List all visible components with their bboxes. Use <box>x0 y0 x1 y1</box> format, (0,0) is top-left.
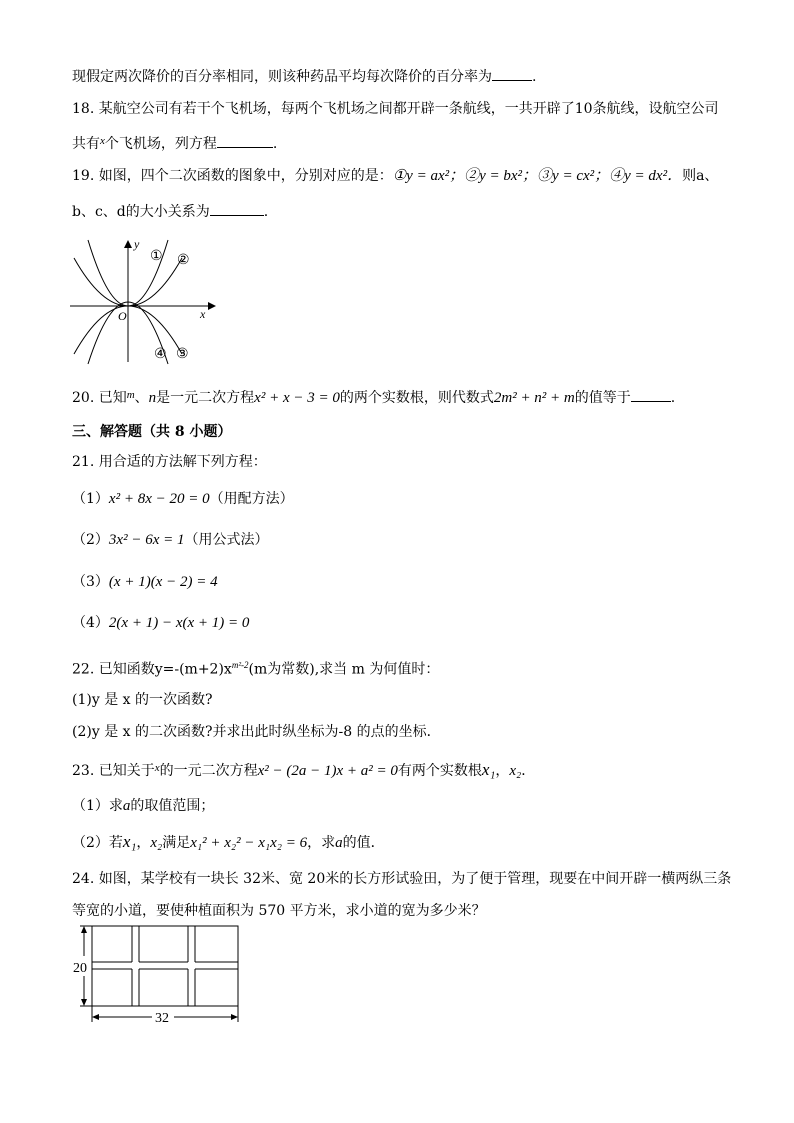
q24-line2: 等宽的小道，要使种植面积为 570 平方米，求小道的宽为多少米？ <box>72 903 486 919</box>
q19-line2: b、c、d的大小关系为 . <box>72 201 268 222</box>
q22-title: 22. 已知函数$y=-(m+2)x^{m^2-2}(m$为常数),求当 m 为何值时： <box>72 660 440 678</box>
q18-line1: 18. 某航空公司有若干个飞机场，每两个飞机场之间都开辟一条航线，一共开辟了10条航线，设航空公司 <box>72 101 719 117</box>
answer-blank <box>631 387 671 402</box>
origin-label: O <box>118 309 127 323</box>
q23-part-1: （1）求a的取值范围； <box>72 798 215 814</box>
q18-line2: 共有$^x$个飞机场，列方程 . <box>72 135 278 152</box>
q17-tail-line: 现假定两次降价的百分率相同，则该种药品平均每次降价的百分率为 . <box>72 66 536 87</box>
curve-label-4: ④ <box>154 347 167 362</box>
q21-item-1: （1）x² + 8x − 20 = 0（用配方法） <box>72 491 294 507</box>
dim-height-label: 20 <box>73 961 87 976</box>
q20-line: 20. 已知$^m$、n是一元二次方程x² + x − 3 = 0的两个实数根，则代数式2m² + n² + m的值等于 . <box>72 389 676 406</box>
q19-line1: 19. 如图，四个二次函数的图象中，分别对应的是：①y = ax²；②y = bx²；③y = cx²；④y = dx²．则a、 <box>72 168 719 184</box>
q21-item-3: （3）(x + 1)(x − 2) = 4 <box>72 574 218 590</box>
answer-blank <box>492 66 532 81</box>
curve-label-1: ① <box>150 249 163 264</box>
field-outline <box>92 926 238 1006</box>
q22-part-2: (2)y 是 x 的二次函数?并求出此时纵坐标为-8 的点的坐标． <box>72 724 441 740</box>
q21-item-4: （4）2(x + 1) − x(x + 1) = 0 <box>72 615 250 631</box>
x-axis-label: x <box>200 307 206 321</box>
curve-label-2: ② <box>177 253 190 268</box>
dim-width-label: 32 <box>155 1011 169 1026</box>
q24-line1: 24. 如图，某学校有一块长 32米、宽 20米的长方形试验田，为了便于管理，现要在中间开辟一横两纵三条 <box>72 871 732 887</box>
q21-title: 21. 用合适的方法解下列方程： <box>72 454 267 470</box>
x-axis-arrow <box>208 302 216 310</box>
curve-label-3: ③ <box>176 347 189 362</box>
q17-tail-text: 现假定两次降价的百分率相同，则该种药品平均每次降价的百分率为 <box>72 69 492 85</box>
q23-part-2: （2）若x₁，x₂满足x₁² + x₂² − x₁x₂ = 6，求a的值． <box>72 832 385 851</box>
q23-title: 23. 已知关于$^x$的一元二次方程x² − (2a − 1)x + a² = 0有两个实数根x₁，x₂． <box>72 760 536 779</box>
y-axis-arrow <box>124 240 132 248</box>
q24-field-figure <box>70 922 245 1026</box>
answer-blank <box>217 133 273 148</box>
y-axis-label: y <box>134 238 140 251</box>
answer-blank <box>210 201 264 216</box>
section-heading: 三、解答题（共 8 小题） <box>72 424 232 440</box>
q22-part-1: (1)y 是 x 的一次函数? <box>72 692 213 708</box>
q21-item-2: （2）3x² − 6x = 1（用公式法） <box>72 532 269 548</box>
q19-parabola-figure <box>70 238 220 366</box>
